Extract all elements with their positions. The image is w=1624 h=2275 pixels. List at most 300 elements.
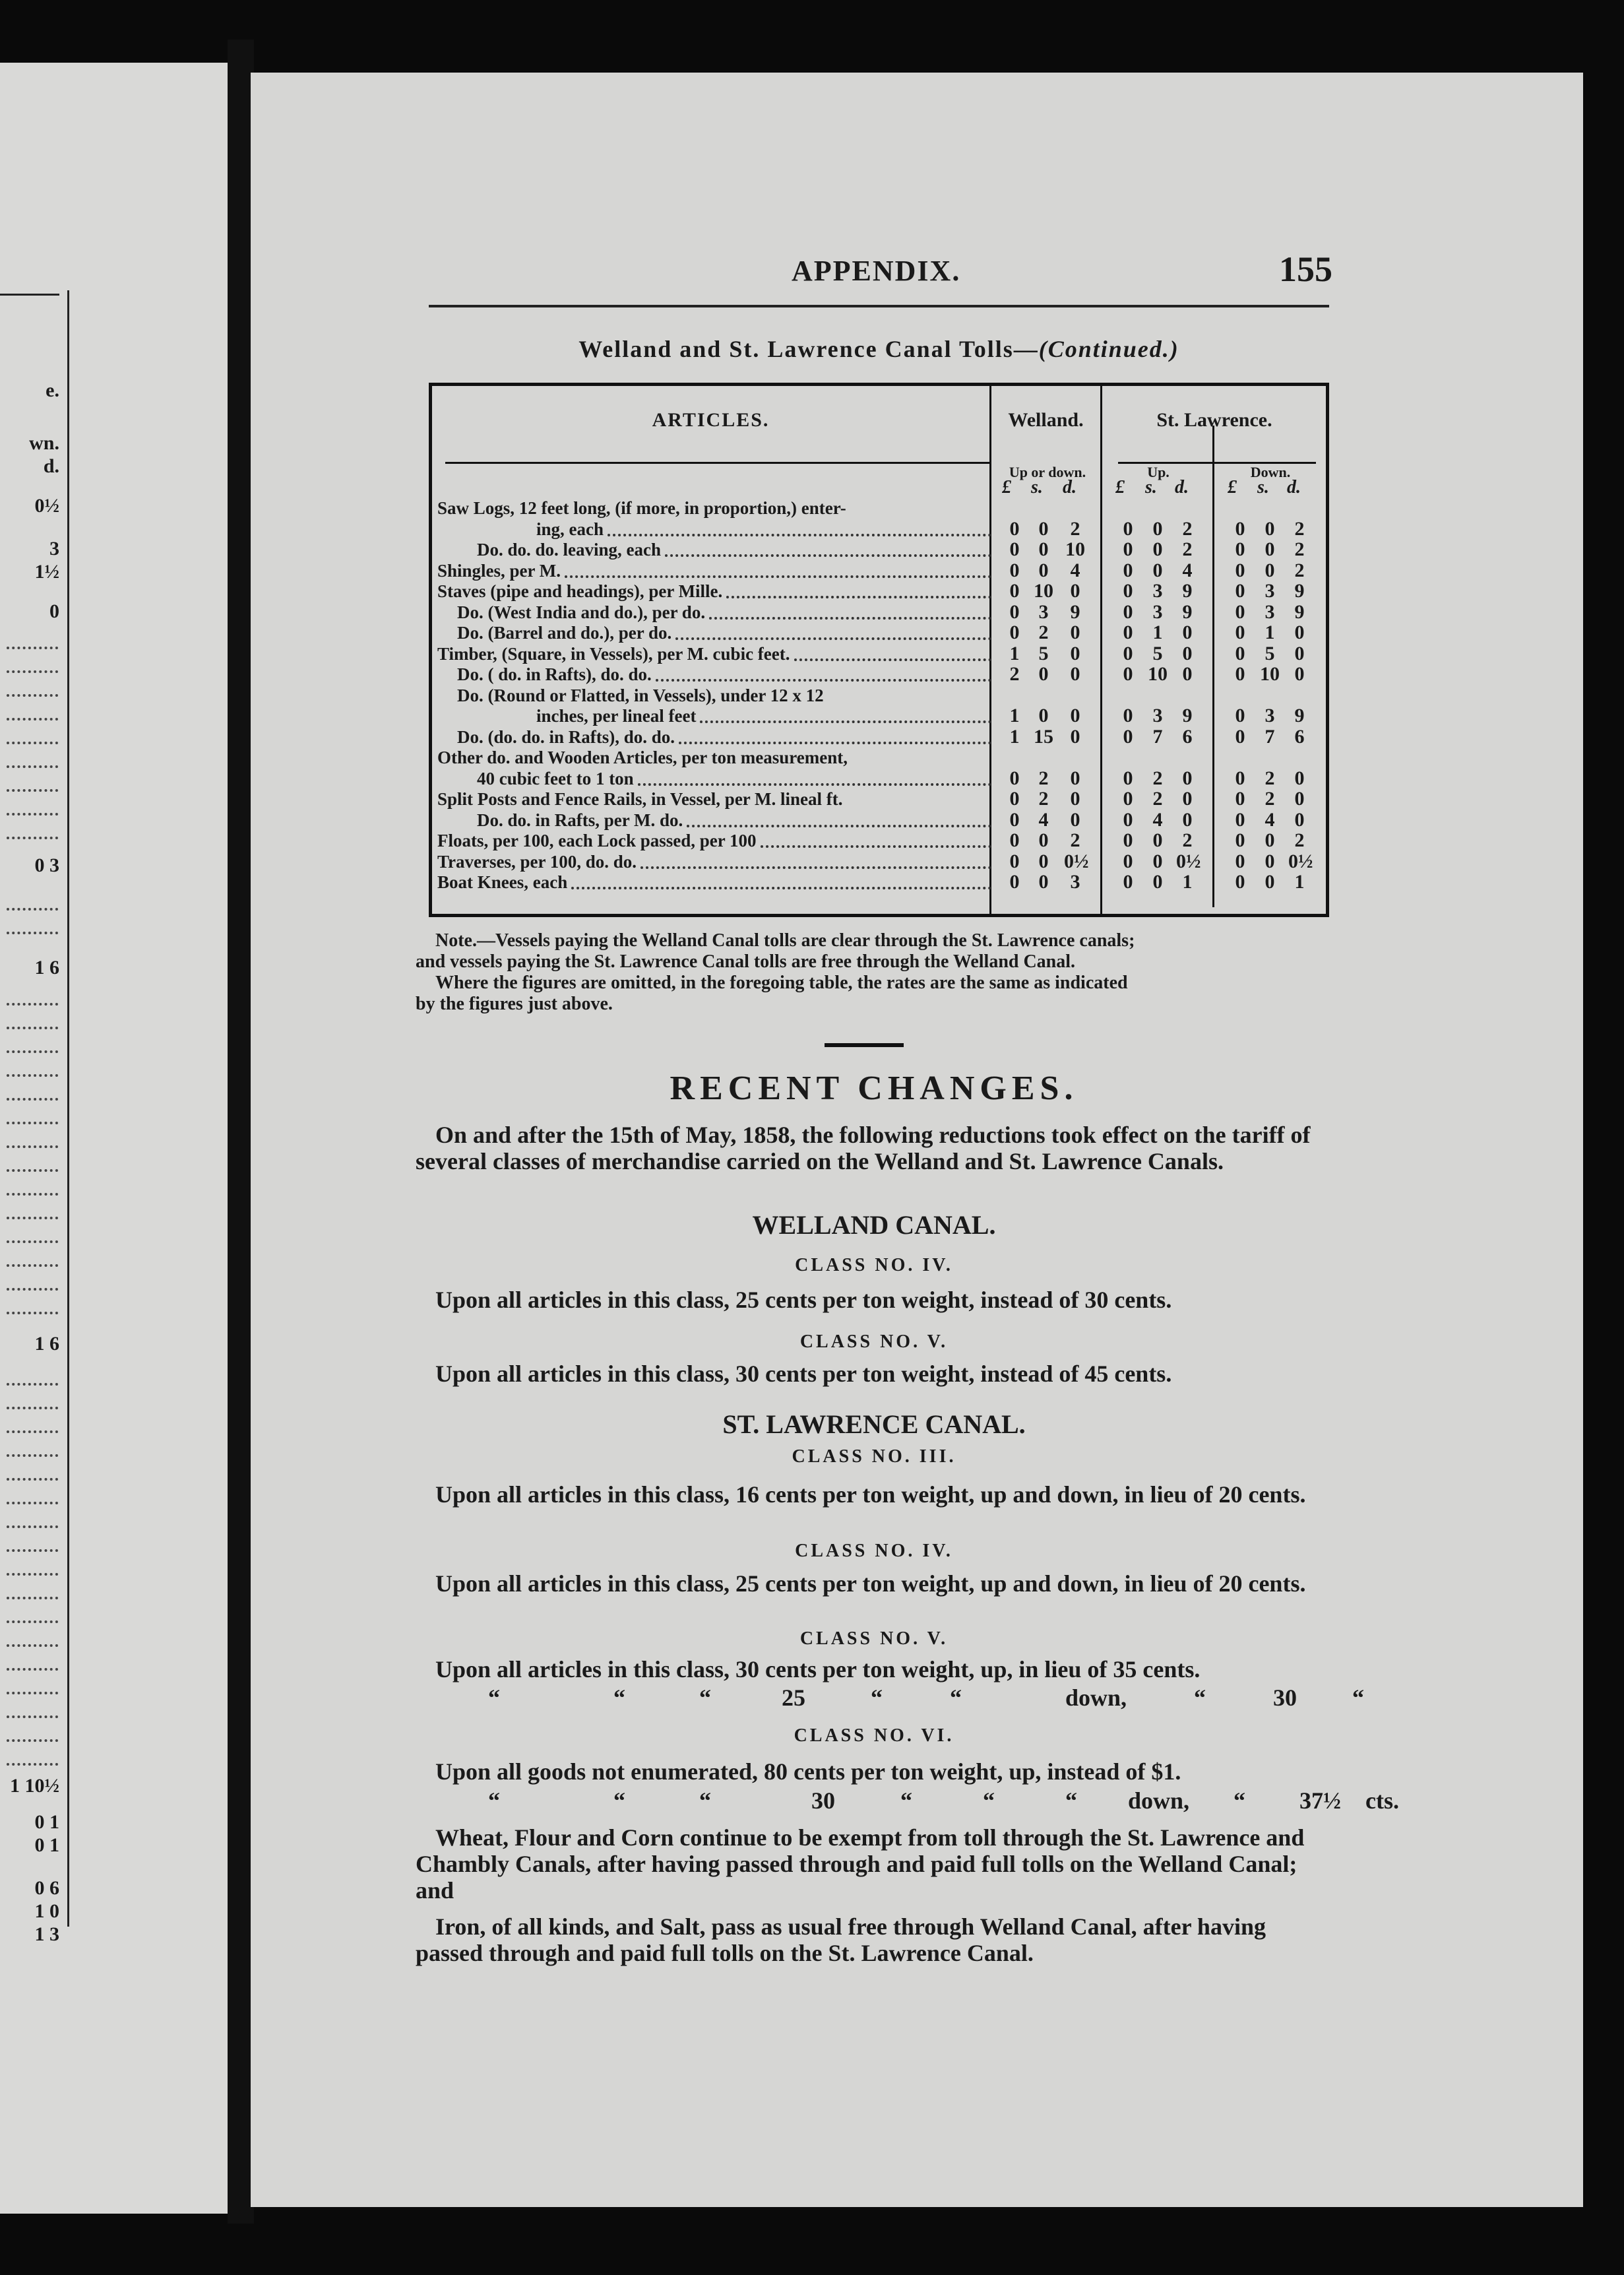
row-leader [700, 721, 991, 723]
left-page-fragment: 0 6 [34, 1877, 59, 1899]
note-line: by the figures just above. [416, 994, 613, 1014]
row-value: 0 [1265, 871, 1275, 893]
row-label: Split Posts and Fence Rails, in Vessel, per M. lineal ft. [437, 789, 843, 809]
row-value: 5 [1038, 642, 1049, 664]
table-note [416, 930, 1332, 1015]
row-value: 0 [1123, 622, 1133, 643]
table-row [437, 561, 1325, 581]
row-value: 0 [1038, 538, 1049, 560]
left-page-leader [7, 718, 58, 721]
section-title: RECENT CHANGES. [670, 1070, 1078, 1107]
table-row [437, 644, 1325, 664]
left-page-leader [7, 908, 58, 911]
unit-label: s. [1257, 477, 1269, 497]
left-page-fragment: 0 1 [34, 1834, 59, 1856]
ditto-token: “ [699, 1787, 711, 1814]
stl-class-4-text: Upon all articles in this class, 25 cents per ton weight, up and down, in lieu of 20 cents. [435, 1570, 1306, 1597]
left-page-leader [7, 1478, 58, 1481]
row-value: 2 [1070, 517, 1080, 540]
row-label: Timber, (Square, in Vessels), per M. cubic feet. [437, 643, 790, 664]
row-value: 0 [1235, 580, 1245, 602]
table-row [437, 664, 1325, 684]
left-page-leader [7, 1739, 58, 1742]
row-value: 0 [1294, 642, 1305, 664]
table-row [437, 748, 1325, 767]
table-row [437, 686, 1325, 705]
st-lawrence-canal-heading: ST. LAWRENCE CANAL. [722, 1409, 1026, 1439]
row-value: 0 [1152, 538, 1163, 560]
welland-class-5-heading: CLASS NO. V. [799, 1331, 949, 1352]
left-page-leader [7, 837, 58, 839]
table-row [437, 852, 1325, 872]
row-leader [608, 534, 991, 536]
row-value: 2 [1294, 829, 1305, 851]
table-row [437, 727, 1325, 747]
left-page-fragment: 0 1 [34, 1811, 59, 1833]
row-leader [565, 575, 991, 578]
row-value: 9 [1070, 600, 1080, 623]
table-row [437, 789, 1325, 809]
row-value: 0 [1123, 600, 1133, 623]
row-value: 0 [1009, 622, 1020, 643]
row-value: 0 [1123, 767, 1133, 789]
ditto-token: cts. [1365, 1787, 1399, 1814]
left-page-leader [7, 1407, 58, 1409]
left-page-fragment: 1 10½ [10, 1775, 59, 1797]
left-page-leader [7, 1145, 58, 1148]
row-value: 0 [1123, 580, 1133, 602]
down-subhead: Down. [1250, 464, 1291, 480]
row-value: 2 [1038, 767, 1049, 789]
row-value: 0 [1235, 788, 1245, 810]
row-leader [687, 825, 991, 827]
row-value: 0 [1070, 725, 1080, 748]
welland-class-5-text: Upon all articles in this class, 30 cents per ton weight, instead of 45 cents. [435, 1361, 1172, 1387]
stl-class-5-text: Upon all articles in this class, 30 cents per ton weight, up, in lieu of 35 cents. [435, 1656, 1201, 1682]
row-leader [709, 617, 991, 620]
left-page-rule [0, 294, 59, 296]
row-value: 0 [1182, 663, 1193, 685]
left-page-fragment: 1½ [34, 561, 59, 583]
row-value: 0 [1070, 580, 1080, 602]
row-value: 0 [1038, 850, 1049, 872]
row-value: 0 [1235, 725, 1245, 748]
row-value: 0 [1235, 808, 1245, 831]
row-value: 0 [1265, 850, 1275, 872]
left-page-leader [7, 1217, 58, 1219]
row-value: 0½ [1288, 850, 1313, 872]
stl-class-3-text: Upon all articles in this class, 16 cents per ton weight, up and down, in lieu of 20 cents. [435, 1481, 1306, 1508]
row-leader [656, 679, 991, 682]
table-title-main: Welland and St. Lawrence Canal Tolls— [578, 336, 1039, 362]
ditto-token: “ [1194, 1684, 1206, 1711]
row-value: 0½ [1176, 850, 1201, 872]
up-subhead: Up. [1147, 464, 1170, 480]
row-value: 2 [1294, 559, 1305, 581]
row-value: 10 [1034, 580, 1053, 602]
left-page-fragment: 1 6 [34, 1333, 59, 1355]
row-value: 2 [1009, 663, 1020, 685]
row-leader [679, 742, 991, 744]
ditto-token: “ [1065, 1787, 1077, 1814]
row-value: 0 [1038, 829, 1049, 851]
table-title [429, 335, 1329, 363]
col-welland: Welland. [1008, 409, 1084, 431]
row-value: 10 [1148, 663, 1168, 685]
row-value: 0 [1265, 538, 1275, 560]
row-label: Floats, per 100, each Lock passed, per 100 [437, 831, 757, 850]
left-page-fragment: 0 [49, 600, 59, 622]
row-value: 0 [1123, 642, 1133, 664]
row-value: 0 [1123, 538, 1133, 560]
left-page-fragment: d. [43, 455, 59, 477]
row-value: 0 [1294, 788, 1305, 810]
ditto-token: 30 [1273, 1684, 1297, 1711]
row-label: Boat Knees, each [437, 872, 568, 892]
unit-label: d. [1063, 477, 1077, 497]
row-value: 5 [1265, 642, 1275, 664]
table-row [437, 810, 1325, 830]
row-value: 0 [1009, 538, 1020, 560]
row-value: 2 [1152, 788, 1163, 810]
iron-paragraph: Iron, of all kinds, and Salt, pass as usual free through Welland Canal, after having passed through and paid full tolls on the St. Lawrence Canal. [416, 1913, 1266, 1966]
row-label: Do. (West India and do.), per do. [457, 602, 706, 622]
row-value: 0 [1123, 850, 1133, 872]
row-value: 0 [1182, 622, 1193, 643]
section-separator [825, 1043, 904, 1047]
left-page-leader [7, 1383, 58, 1386]
left-page-fragment: 0 3 [34, 854, 59, 876]
ditto-token: “ [699, 1684, 711, 1711]
row-value: 0 [1265, 829, 1275, 851]
table-row [437, 602, 1325, 622]
row-value: 4 [1265, 808, 1275, 831]
ditto-token: “ [871, 1684, 883, 1711]
left-page-leader [7, 789, 58, 792]
unit-label: d. [1175, 477, 1189, 497]
row-value: 0 [1009, 767, 1020, 789]
row-leader [640, 866, 991, 869]
row-value: 0 [1152, 829, 1163, 851]
ditto-token: “ [488, 1787, 500, 1814]
page-header [792, 249, 1332, 300]
row-value: 10 [1065, 538, 1085, 560]
left-page-leader [7, 1502, 58, 1504]
left-page-leader [7, 1122, 58, 1124]
row-value: 4 [1182, 559, 1193, 581]
col-st-lawrence: St. Lawrence. [1156, 409, 1272, 431]
table-row [437, 519, 1325, 539]
left-page-leader [7, 1312, 58, 1314]
row-value: 0 [1070, 642, 1080, 664]
left-page-leader [7, 1050, 58, 1053]
row-value: 0 [1152, 559, 1163, 581]
row-value: 0 [1070, 663, 1080, 685]
row-value: 0 [1152, 871, 1163, 893]
left-page-leader [7, 1240, 58, 1243]
unit-label: £ [1002, 477, 1011, 497]
row-leader [794, 658, 991, 661]
row-value: 3 [1265, 600, 1275, 623]
row-value: 2 [1152, 767, 1163, 789]
row-value: 6 [1294, 725, 1305, 748]
row-value: 0 [1009, 871, 1020, 893]
row-value: 0 [1009, 788, 1020, 810]
row-value: 0 [1123, 705, 1133, 726]
table-title-continued: (Continued.) [1038, 336, 1179, 362]
row-label: Staves (pipe and headings), per Mille. [437, 581, 723, 601]
left-page-leader [7, 647, 58, 649]
unit-label: d. [1287, 477, 1301, 497]
row-value: 0 [1009, 850, 1020, 872]
row-value: 9 [1294, 580, 1305, 602]
book-gutter [228, 40, 254, 2224]
row-value: 0 [1235, 559, 1245, 581]
unit-label: s. [1145, 477, 1157, 497]
row-value: 3 [1070, 871, 1080, 893]
row-label: inches, per lineal feet [536, 706, 697, 726]
row-label: Other do. and Wooden Articles, per ton measurement, [437, 748, 848, 767]
left-page-leader [7, 813, 58, 816]
row-value: 0 [1070, 767, 1080, 789]
row-value: 2 [1182, 538, 1193, 560]
row-value: 0 [1070, 705, 1080, 726]
table-row [437, 831, 1325, 850]
stl-class-6-text: Upon all goods not enumerated, 80 cents per ton weight, up, instead of $1. [435, 1758, 1181, 1785]
left-page-fragment: e. [46, 379, 59, 401]
welland-canal-heading: WELLAND CANAL. [752, 1210, 996, 1240]
ditto-token: “ [613, 1787, 625, 1814]
row-value: 4 [1070, 559, 1080, 581]
table-row [437, 623, 1325, 643]
ditto-token: 30 [811, 1787, 835, 1814]
row-value: 1 [1009, 725, 1020, 748]
row-value: 0 [1038, 559, 1049, 581]
row-value: 1 [1009, 642, 1020, 664]
row-value: 0 [1123, 788, 1133, 810]
left-page-leader [7, 1027, 58, 1029]
row-value: 3 [1152, 600, 1163, 623]
row-value: 0 [1235, 705, 1245, 726]
row-value: 1 [1182, 871, 1193, 893]
row-value: 3 [1152, 580, 1163, 602]
row-value: 0 [1070, 622, 1080, 643]
row-value: 0 [1038, 705, 1049, 726]
row-value: 7 [1265, 725, 1275, 748]
row-label: Traverses, per 100, do. do. [437, 851, 637, 872]
row-value: 0½ [1064, 850, 1089, 872]
left-page-leader [7, 1525, 58, 1528]
row-leader [761, 845, 991, 848]
row-value: 0 [1123, 517, 1133, 540]
row-label: Do. ( do. in Rafts), do. do. [457, 664, 652, 684]
row-value: 0 [1123, 808, 1133, 831]
row-value: 0 [1294, 622, 1305, 643]
row-value: 2 [1294, 517, 1305, 540]
row-value: 0 [1294, 767, 1305, 789]
row-value: 0 [1235, 622, 1245, 643]
row-value: 15 [1034, 725, 1053, 748]
row-value: 2 [1038, 622, 1049, 643]
note-line: Note.—Vessels paying the Welland Canal tolls are clear through the St. Lawrence canals; [435, 930, 1135, 951]
row-value: 0 [1294, 808, 1305, 831]
row-value: 0 [1070, 788, 1080, 810]
ditto-token: 37½ [1299, 1787, 1341, 1814]
row-leader [675, 637, 991, 640]
row-value: 2 [1038, 788, 1049, 810]
intro-paragraph: On and after the 15th of May, 1858, the following reductions took effect on the tariff of several classes of merchandise carried on the Welland and St. Lawrence Canals. [416, 1122, 1311, 1174]
stl-class-6-heading: CLASS NO. VI. [794, 1725, 954, 1746]
left-page-leader [7, 1597, 58, 1599]
row-value: 0 [1009, 829, 1020, 851]
row-label: Do. do. do. leaving, each [477, 540, 662, 560]
row-value: 0 [1235, 829, 1245, 851]
welland-subhead: Up or down. [1009, 464, 1086, 480]
row-label: Saw Logs, 12 feet long, (if more, in proportion,) enter- [437, 498, 846, 518]
row-value: 0 [1152, 517, 1163, 540]
col-articles: ARTICLES. [652, 409, 770, 431]
row-value: 0 [1123, 871, 1133, 893]
row-label: ing, each [536, 519, 604, 539]
row-value: 3 [1038, 600, 1049, 623]
row-value: 4 [1152, 808, 1163, 831]
row-value: 3 [1152, 705, 1163, 726]
table-row [437, 769, 1325, 788]
row-label: Do. (do. do. in Rafts), do. do. [457, 726, 675, 747]
row-value: 0 [1235, 850, 1245, 872]
row-value: 0 [1235, 767, 1245, 789]
left-page-leader [7, 1169, 58, 1172]
ditto-token: “ [488, 1684, 500, 1711]
row-value: 0 [1038, 663, 1049, 685]
row-value: 0 [1009, 517, 1020, 540]
row-value: 3 [1265, 705, 1275, 726]
row-value: 0 [1009, 580, 1020, 602]
row-value: 0 [1235, 663, 1245, 685]
row-value: 2 [1070, 829, 1080, 851]
ditto-token: “ [900, 1787, 912, 1814]
left-page-leader [7, 1454, 58, 1457]
ditto-token: down, [1065, 1684, 1127, 1711]
left-page-leader [7, 765, 58, 768]
table-row [437, 540, 1325, 560]
stl-class-4-heading: CLASS NO. IV. [795, 1541, 953, 1561]
header-rule [429, 305, 1329, 307]
left-page-fragment: 1 3 [34, 1923, 59, 1945]
row-leader [638, 783, 991, 786]
left-page-leader [7, 670, 58, 673]
row-value: 0 [1294, 663, 1305, 685]
row-value: 0 [1182, 642, 1193, 664]
row-value: 2 [1265, 788, 1275, 810]
row-value: 0 [1038, 871, 1049, 893]
ditto-token: down, [1128, 1787, 1190, 1814]
row-value: 0 [1235, 871, 1245, 893]
left-page-leader [7, 1430, 58, 1433]
row-leader [665, 554, 991, 557]
left-page-leader [7, 1668, 58, 1671]
row-value: 9 [1294, 600, 1305, 623]
row-value: 0 [1152, 850, 1163, 872]
left-page-leader [7, 1644, 58, 1647]
stl-class-5-heading: CLASS NO. V. [799, 1628, 949, 1649]
ditto-token: 25 [782, 1684, 805, 1711]
row-leader [726, 596, 991, 598]
row-value: 2 [1182, 517, 1193, 540]
row-label: 40 cubic feet to 1 ton [477, 768, 634, 788]
row-value: 1 [1009, 705, 1020, 726]
left-page-fragment: 1 0 [34, 1900, 59, 1922]
toll-table [429, 383, 1329, 917]
row-value: 5 [1152, 642, 1163, 664]
row-value: 1 [1294, 871, 1305, 893]
running-head: APPENDIX. [792, 255, 961, 287]
articles-head-rule [445, 462, 989, 464]
row-value: 0 [1235, 538, 1245, 560]
row-value: 3 [1265, 580, 1275, 602]
row-value: 0 [1265, 517, 1275, 540]
left-page-leader [7, 1620, 58, 1623]
left-page-fragment: wn. [29, 432, 59, 454]
table-row [437, 872, 1325, 892]
note-line: Where the figures are omitted, in the foregoing table, the rates are the same as indicated [435, 973, 1128, 993]
ditto-token: “ [1352, 1684, 1364, 1711]
row-value: 0 [1182, 808, 1193, 831]
row-value: 1 [1152, 622, 1163, 643]
ditto-token: “ [1234, 1787, 1245, 1814]
unit-label: £ [1115, 477, 1125, 497]
left-page-leader [7, 1003, 58, 1006]
left-page-leader [7, 1549, 58, 1552]
row-value: 0 [1123, 559, 1133, 581]
row-value: 0 [1009, 808, 1020, 831]
left-page-table-edge [58, 290, 69, 1927]
ditto-token: “ [983, 1787, 995, 1814]
row-value: 0 [1038, 517, 1049, 540]
row-value: 0 [1009, 559, 1020, 581]
row-value: 6 [1182, 725, 1193, 748]
row-value: 9 [1182, 600, 1193, 623]
row-value: 0 [1265, 559, 1275, 581]
row-value: 7 [1152, 725, 1163, 748]
left-page-fragment: 1 6 [34, 957, 59, 978]
left-page-leader [7, 1193, 58, 1196]
row-label: Do. (Round or Flatted, in Vessels), under 12 x 12 [457, 685, 824, 705]
ditto-token: “ [613, 1684, 625, 1711]
left-page-leader [7, 1074, 58, 1077]
left-page-leader [7, 742, 58, 744]
ditto-token: “ [950, 1684, 962, 1711]
row-value: 4 [1038, 808, 1049, 831]
table-row [437, 581, 1325, 601]
left-page-leader [7, 1692, 58, 1694]
row-value: 0 [1123, 663, 1133, 685]
left-page-fragment: 0½ [34, 495, 59, 517]
row-label: Shingles, per M. [437, 560, 561, 581]
left-page-fragment: 3 [49, 538, 59, 560]
row-label: Do. (Barrel and do.), per do. [457, 623, 672, 643]
row-value: 2 [1182, 829, 1193, 851]
row-label: Do. do. in Rafts, per M. do. [477, 810, 683, 830]
unit-label: s. [1031, 477, 1043, 497]
row-value: 0 [1235, 517, 1245, 540]
row-value: 0 [1182, 767, 1193, 789]
row-value: 0 [1235, 642, 1245, 664]
row-value: 0 [1182, 788, 1193, 810]
table-row [437, 498, 1325, 518]
table-row [437, 706, 1325, 726]
left-page-leader [7, 1264, 58, 1267]
